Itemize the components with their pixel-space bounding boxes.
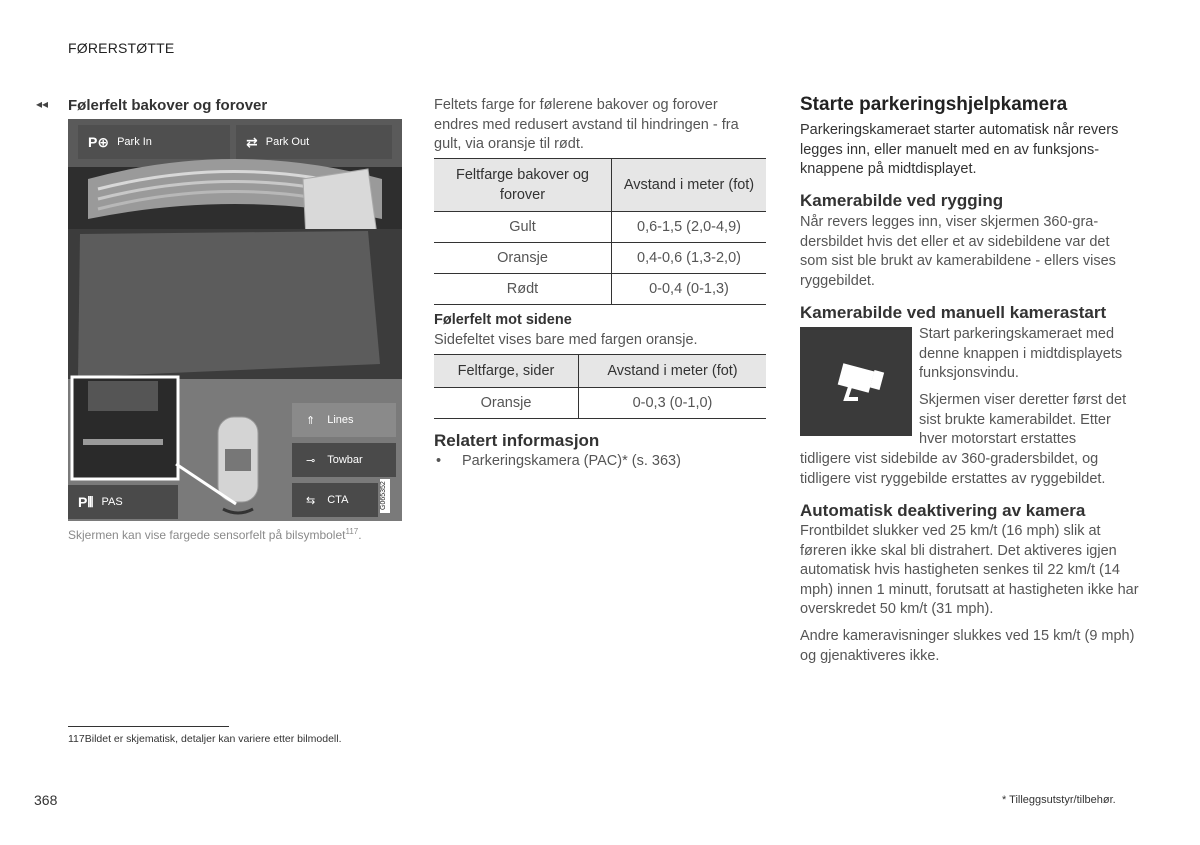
towbar-button[interactable]	[292, 443, 396, 477]
lines-button[interactable]	[292, 403, 396, 437]
table-row	[434, 243, 766, 274]
auto-deactivation-heading: Automatisk deaktivering av kamera	[800, 501, 1086, 520]
park-out-label: Park Out	[265, 136, 310, 148]
table-cell: 0-0,3 (0-1,0)	[579, 388, 767, 419]
park-out-button[interactable]	[236, 125, 392, 159]
auto-deactivation-text-1: Frontbildet slukker ved 25 km/t (16 mph) slik at føreren ikke skal bli distrahert. Det aktiveres igjen automatisk hvis hastigheten senkes til 22 km/t (14 mph) innen 1 minutt, forutsatt at hastigheten ikke har overskredet 50 km/t (31 mph).	[800, 523, 1139, 617]
park-in-icon: P⊕	[88, 133, 110, 150]
table-row	[434, 212, 766, 243]
towbar-label: Towbar	[327, 454, 363, 466]
table-header: Feltfarge bakover og forover	[434, 159, 612, 212]
side-sensor-heading: Følerfelt mot sidene	[434, 312, 572, 328]
side-sensor-text: Sidefeltet vises bare med fargen oransje.	[434, 332, 698, 348]
start-camera-intro: Parkeringskameraet starter automatisk når revers legges inn, eller manuelt med en av funksjons-knappene på midtdisplayet.	[800, 122, 1119, 177]
table-cell: Oransje	[434, 243, 612, 274]
side-distance-table	[434, 354, 766, 419]
pas-label: PAS	[101, 496, 123, 508]
reversing-heading: Kamerabilde ved rygging	[800, 191, 1004, 210]
cta-label: CTA	[327, 494, 349, 506]
park-in-label: Park In	[117, 136, 152, 148]
manual-start-heading: Kamerabilde ved manuell kamerastart	[800, 303, 1107, 322]
cta-button[interactable]	[292, 483, 378, 517]
related-info-item	[436, 453, 681, 469]
footnote: 117Bildet er skjematisk, detaljer kan variere etter bilmodell.	[68, 733, 342, 745]
manual-start-text-2: Skjermen viser deretter først det sist brukte kamerabildet. Etter hver motorstart erstattes	[919, 392, 1127, 447]
page-number: 368	[34, 792, 58, 808]
table-cell: 0-0,4 (0-1,3)	[612, 274, 767, 305]
left-heading: Følerfelt bakover og forover	[68, 97, 268, 114]
lines-icon: ⇑	[306, 414, 316, 427]
table-cell: 0,4-0,6 (1,3-2,0)	[612, 243, 767, 274]
caption-text: Skjermen kan vise fargede sensorfelt på bilsymbolet	[68, 528, 346, 542]
manual-start-text-1: Start parkeringskameraet med denne knappen i midtdisplayets funksjonsvindu.	[919, 326, 1123, 381]
section-title: FØRERSTØTTE	[68, 40, 175, 56]
parking-display-figure	[68, 119, 402, 521]
table-header: Feltfarge, sider	[434, 355, 579, 388]
camera-icon	[800, 327, 912, 436]
optional-equipment-note: * Tilleggsutstyr/tilbehør.	[1002, 794, 1116, 806]
auto-deactivation-text-2: Andre kameravisninger slukkes ved 15 km/t (9 mph) og gjenaktiveres ikke.	[800, 628, 1135, 664]
caption-end: .	[358, 528, 362, 542]
cta-icon: ⇆	[306, 494, 316, 507]
back-arrows-icon[interactable]: ◂◂	[36, 97, 49, 111]
lines-label: Lines	[327, 414, 354, 426]
footnote-divider	[68, 726, 229, 727]
table-header: Avstand i meter (fot)	[579, 355, 767, 388]
table-header: Avstand i meter (fot)	[612, 159, 767, 212]
table-header-row	[434, 159, 766, 212]
table-cell: Oransje	[434, 388, 579, 419]
park-in-button[interactable]	[78, 125, 230, 159]
manual-start-text-3: tidligere vist sidebilde av 360-gradersbildet, og tidligere vist ryggebilde erstattes av ryggebildet.	[800, 451, 1106, 487]
related-info-heading: Relatert informasjon	[434, 431, 600, 450]
camera-button-image	[800, 327, 912, 436]
table-cell: 0,6-1,5 (2,0-4,9)	[612, 212, 767, 243]
pas-button[interactable]	[68, 485, 178, 519]
table-header-row	[434, 355, 766, 388]
table-row	[434, 274, 766, 305]
pas-icon: P⦀	[78, 493, 94, 510]
reversing-text: Når revers legges inn, viser skjermen 360-gra-dersbildet hvis det eller et av sidebildene var det som sist ble brukt av kamerabildene - ellers vises ryggebildet.	[800, 214, 1116, 289]
park-out-icon: ⇄	[246, 133, 258, 150]
table-cell: Rødt	[434, 274, 612, 305]
color-intro-text: Feltets farge for følerene bakover og forover endres med redusert avstand til hindringen - fra gult, via oransje til rødt.	[434, 97, 739, 152]
table-cell: Gult	[434, 212, 612, 243]
rear-front-distance-table	[434, 158, 766, 305]
table-row	[434, 388, 766, 419]
figure-caption	[68, 527, 362, 542]
caption-footnote-ref[interactable]: 117	[345, 527, 359, 536]
start-camera-heading: Starte parkeringshjelpkamera	[800, 94, 1068, 115]
figure-code: G065352	[380, 479, 390, 513]
related-link[interactable]: Parkeringskamera (PAC)* (s. 363)	[462, 453, 681, 469]
towbar-icon: ⊸	[306, 454, 316, 467]
bullet-icon: •	[436, 453, 442, 469]
